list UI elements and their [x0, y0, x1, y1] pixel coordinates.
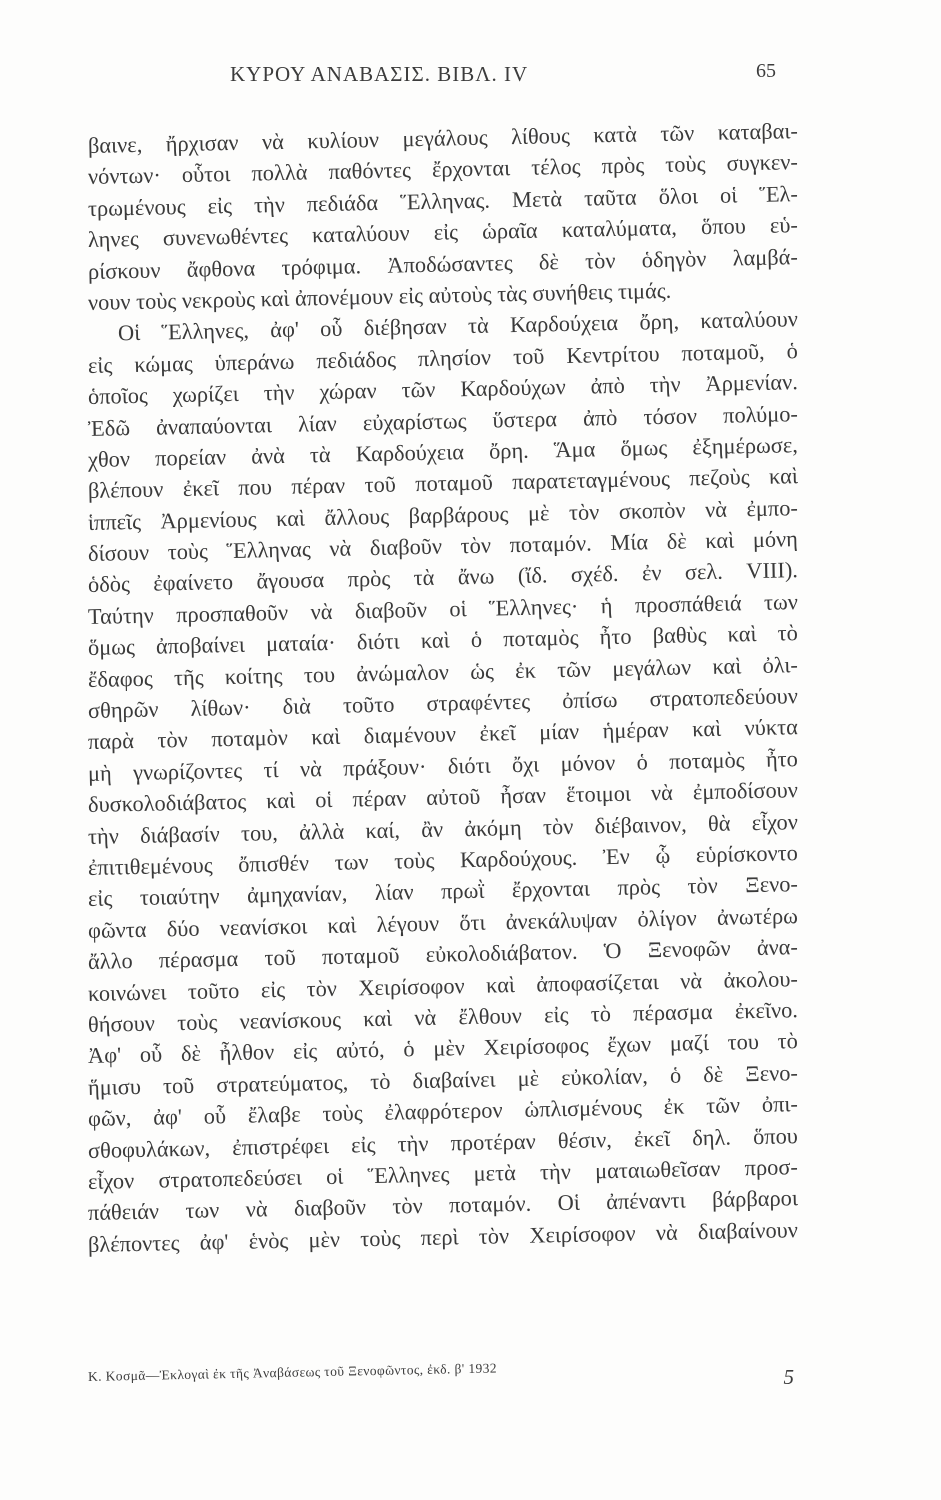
paragraph-start-line: Οἱ Ἕλληνες, ἀφ' οὗ διέβησαν τὰ Καρδούχεια ὄρη, καταλύουν [117, 306, 799, 346]
text-line: ὁδὸς ἐφαίνετο ἄγουσα πρὸς τὰ ἄνω (ἴδ. σχέδ. ἐν σελ. VIII). [87, 557, 799, 598]
text-line: εἰς κώμας ὑπεράνω πεδιάδος πλησίον τοῦ Κεντρίτου ποταμοῦ, ὁ [87, 337, 799, 378]
text-line: βλέπουν ἐκεῖ που πέραν τοῦ ποταμοῦ παρατεταγμένους πεζοὺς καὶ [87, 463, 799, 504]
text-line: νόντων· οὗτοι πολλὰ παθόντες ἔρχονται τέλος πρὸς τοὺς συγκεν- [87, 149, 799, 190]
text-line: μὴ γνωρίζοντες τί νὰ πράξουν· διότι ὄχι μόνον ὁ ποταμὸς ἦτο [87, 745, 799, 786]
text-line: εἶχον στρατοπεδεύσει οἱ Ἕλληνες μετὰ τὴν ματαιωθεῖσαν προσ- [87, 1154, 799, 1194]
running-title: ΚΥΡΟΥ ΑΝΑΒΑΣΙΣ. ΒΙΒΛ. IV [230, 62, 529, 86]
text-line: σθηρῶν λίθων· διὰ τοῦτο στραφέντες ὀπίσω στρατοπεδεύουν [87, 683, 799, 724]
page-number: 65 [756, 60, 776, 82]
text-line: φῶν, ἀφ' οὗ ἔλαβε τοὺς ἐλαφρότερον ὡπλισμένους ἐκ τῶν ὀπι- [87, 1091, 799, 1132]
text-line: χθον πορείαν ἀνὰ τὰ Καρδούχεια ὄρη. Ἅμα ὅμως ἐξημέρωσε, [87, 432, 799, 472]
text-line: τὴν διάβασίν του, ἀλλὰ καί, ἂν ἀκόμη τὸν διέβαινον, θὰ εἶχον [87, 808, 799, 849]
text-line: φῶντα δύο νεανίσκοι καὶ λέγουν ὅτι ἀνεκάλυψαν ὀλίγον ἀνωτέρω [87, 902, 799, 943]
text-line: Ἐδῶ ἀναπαύονται λίαν εὐχαρίστως ὕστερα ἀπὸ τόσον πολύμο- [87, 400, 799, 441]
text-line: ἔδαφος τῆς κοίτης του ἀνώμαλον ὡς ἐκ τῶν μεγάλων καὶ ὀλι- [87, 651, 799, 692]
text-line: ἱππεῖς Ἀρμενίους καὶ ἄλλους βαρβάρους μὲ τὸν σκοπὸν νὰ ἐμπο- [87, 494, 799, 535]
text-line: θήσουν τοὺς νεανίσκους καὶ νὰ ἔλθουν εἰς τὸ πέρασμα ἐκεῖνο. [87, 997, 799, 1037]
text-line: δίσουν τοὺς Ἕλληνας νὰ διαβοῦν τὸν ποταμόν. Μία δὲ καὶ μόνη [87, 526, 799, 567]
body-text [87, 118, 799, 1260]
text-line: ρίσκουν ἄφθονα τρόφιμα. Ἀποδώσαντες δὲ τὸν ὁδηγὸν λαμβά- [87, 243, 799, 284]
text-line: πάθειάν των νὰ διαβοῦν τὸν ποταμόν. Οἱ ἀπέναντι βάρβαροι [87, 1185, 799, 1226]
text-line: Ἀφ' οὗ δὲ ἦλθον εἰς αὐτό, ὁ μὲν Χειρίσοφος ἔχων μαζί του τὸ [87, 1028, 799, 1069]
signature-mark: 5 [783, 1365, 794, 1389]
text-line: ἄλλο πέρασμα τοῦ ποταμοῦ εὐκολοδιάβατον. Ὁ Ξενοφῶν ἀνα- [87, 934, 799, 975]
text-line: ἐπιτιθεμένους ὄπισθέν των τοὺς Καρδούχους. Ἐν ᾧ εὑρίσκοντο [87, 840, 799, 880]
text-line: δυσκολοδιάβατος καὶ οἱ πέραν αὐτοῦ ἦσαν ἕτοιμοι νὰ ἐμποδίσουν [87, 777, 799, 818]
text-line: ἥμισυ τοῦ στρατεύματος, τὸ διαβαίνει μὲ εὐκολίαν, ὁ δὲ Ξενο- [87, 1059, 799, 1100]
text-line: βλέποντες ἀφ' ἑνὸς μὲν τοὺς περὶ τὸν Χειρίσοφον νὰ διαβαίνουν [87, 1216, 799, 1257]
text-line: ληνες συνενωθέντες καταλύουν εἰς ὡραῖα καταλύματα, ὅπου εὑ- [87, 212, 799, 253]
text-line: νουν τοὺς νεκροὺς καὶ ἀπονέμουν εἰς αὐτοὺς τὰς συνήθεις τιμάς. [87, 277, 672, 315]
page-footer [87, 1360, 794, 1391]
text-line: κοινώνει τοῦτο εἰς τὸν Χειρίσοφον καὶ ἀποφασίζεται νὰ ἀκολου- [87, 965, 799, 1006]
text-line: σθοφυλάκων, ἐπιστρέφει εἰς τὴν προτέραν θέσιν, ἐκεῖ δηλ. ὅπου [87, 1122, 799, 1163]
text-line: ὁποῖος χωρίζει τὴν χώραν τῶν Καρδούχων ἀπὸ τὴν Ἀρμενίαν. [87, 369, 799, 410]
text-line: τρωμένους εἰς τὴν πεδιάδα Ἕλληνας. Μετὰ ταῦτα ὅλοι οἱ Ἕλ- [87, 180, 799, 221]
text-line: βαινε, ἤρχισαν νὰ κυλίουν μεγάλους λίθους κατὰ τῶν καταβαι- [87, 118, 799, 158]
text-line: Ταύτην προσπαθοῦν νὰ διαβοῦν οἱ Ἕλληνες· ἡ προσπάθειά των [87, 588, 799, 629]
text-line: παρὰ τὸν ποταμὸν καὶ διαμένουν ἐκεῖ μίαν ἡμέραν καὶ νύκτα [87, 714, 799, 755]
text-line: ὅμως ἀποβαίνει ματαία· διότι καὶ ὁ ποταμὸς ἦτο βαθὺς καὶ τὸ [87, 620, 799, 661]
text-line: εἰς τοιαύτην ἀμηχανίαν, λίαν πρωῒ ἔρχονται πρὸς τὸν Ξενο- [87, 871, 799, 912]
footer-note: Κ. Κοσμᾶ—Ἐκλογαὶ ἐκ τῆς Ἀναβάσεως τοῦ Ξενοφῶντος, ἐκδ. β' 1932 [87, 1360, 498, 1384]
